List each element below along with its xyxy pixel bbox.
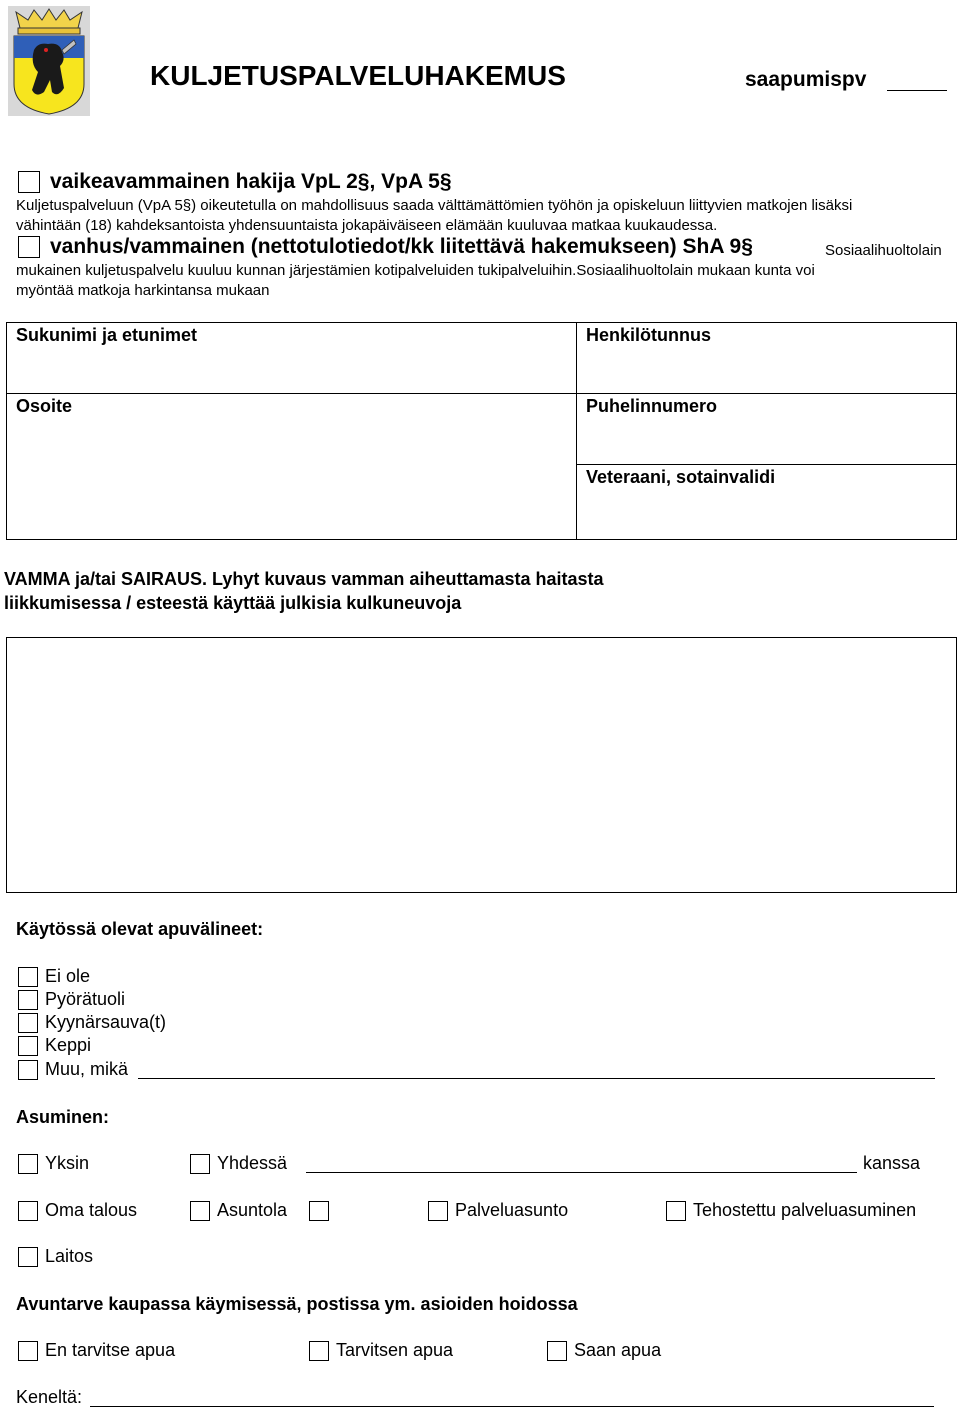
living-together-label: Yhdessä: [217, 1153, 288, 1173]
severely-disabled-text-1: Kuljetuspalveluun (VpA 5§) oikeutetulla on mahdollisuus saada välttämättömien työhön ja opiskeluun liittyvien matkojen lisäksi: [16, 197, 853, 214]
phone-field[interactable]: Puhelinnumero: [586, 396, 718, 416]
institution-checkbox[interactable]: [18, 1247, 38, 1267]
aid-cane-checkbox[interactable]: [18, 1036, 38, 1056]
table-divider-row-2: [576, 464, 957, 465]
ssn-field[interactable]: Henkilötunnus: [586, 325, 711, 345]
aid-cane-label: Keppi: [45, 1035, 92, 1055]
elderly-disabled-heading-tail: Sosiaalihuoltolain: [825, 242, 942, 259]
institution-label: Laitos: [45, 1246, 94, 1266]
get-help-checkbox[interactable]: [547, 1341, 567, 1361]
condition-description-box[interactable]: [6, 637, 957, 893]
living-alone-checkbox[interactable]: [18, 1154, 38, 1174]
severely-disabled-heading: vaikeavammainen hakija VpL 2§, VpA 5§: [50, 170, 452, 193]
page-title: KULJETUSPALVELUHAKEMUS: [150, 60, 566, 91]
aid-other-label: Muu, mikä: [45, 1059, 129, 1079]
municipality-coat-of-arms: [8, 6, 90, 116]
own-household-checkbox[interactable]: [18, 1201, 38, 1221]
aids-heading: Käytössä olevat apuvälineet:: [16, 919, 264, 939]
aid-crutches-checkbox[interactable]: [18, 1013, 38, 1033]
personal-info-table: [6, 322, 957, 540]
dormitory-label: Asuntola: [217, 1200, 288, 1220]
address-field[interactable]: Osoite: [16, 396, 73, 416]
no-help-label: En tarvitse apua: [45, 1340, 176, 1360]
intensive-service-housing-checkbox[interactable]: [666, 1201, 686, 1221]
blank-option-checkbox[interactable]: [309, 1201, 329, 1221]
assistance-heading: Avuntarve kaupassa käymisessä, postissa ym. asioiden hoidossa: [16, 1294, 578, 1314]
help-from-label: Keneltä:: [16, 1387, 83, 1407]
table-divider-vertical: [576, 322, 577, 540]
need-help-checkbox[interactable]: [309, 1341, 329, 1361]
aid-crutches-label: Kyynärsauva(t): [45, 1012, 167, 1032]
aid-none-checkbox[interactable]: [18, 967, 38, 987]
elderly-disabled-heading: vanhus/vammainen (nettotulotiedot/kk liitettävä hakemukseen) ShA 9§: [50, 235, 753, 258]
elderly-disabled-text-2: myöntää matkoja harkintansa mukaan: [16, 282, 270, 299]
service-housing-label: Palveluasunto: [455, 1200, 569, 1220]
name-field[interactable]: Sukunimi ja etunimet: [16, 325, 198, 345]
aid-other-checkbox[interactable]: [18, 1060, 38, 1080]
living-together-suffix: kanssa: [863, 1153, 921, 1173]
severely-disabled-checkbox[interactable]: [18, 171, 40, 193]
living-together-with-field[interactable]: [306, 1172, 857, 1173]
get-help-label: Saan apua: [574, 1340, 662, 1360]
living-together-checkbox[interactable]: [190, 1154, 210, 1174]
aid-wheelchair-label: Pyörätuoli: [45, 989, 126, 1009]
arrival-date-field[interactable]: [887, 90, 947, 91]
intensive-service-housing-label: Tehostettu palveluasuminen: [693, 1200, 917, 1220]
living-heading: Asuminen:: [16, 1107, 110, 1127]
elderly-disabled-checkbox[interactable]: [18, 236, 40, 258]
veteran-field[interactable]: Veteraani, sotainvalidi: [586, 467, 776, 487]
need-help-label: Tarvitsen apua: [336, 1340, 454, 1360]
elderly-disabled-text-1: mukainen kuljetuspalvelu kuuluu kunnan järjestämien kotipalveluiden tukipalveluihin.Sosiaalihuoltolain mukaan kunta voi: [16, 262, 815, 279]
condition-heading-2: liikkumisessa / esteestä käyttää julkisia kulkuneuvoja: [4, 593, 462, 613]
table-divider-row-1: [6, 393, 957, 394]
arrival-date-label: saapumispv: [745, 68, 867, 91]
severely-disabled-text-2: vähintään (18) kahdeksantoista yhdensuuntaista jokapäiväiseen elämään kuuluvaa matkaa kuukaudessa.: [16, 217, 718, 234]
service-housing-checkbox[interactable]: [428, 1201, 448, 1221]
no-help-checkbox[interactable]: [18, 1341, 38, 1361]
aid-wheelchair-checkbox[interactable]: [18, 990, 38, 1010]
living-alone-label: Yksin: [45, 1153, 90, 1173]
dormitory-checkbox[interactable]: [190, 1201, 210, 1221]
own-household-label: Oma talous: [45, 1200, 138, 1220]
aid-none-label: Ei ole: [45, 966, 91, 986]
help-from-field[interactable]: [90, 1406, 934, 1407]
condition-heading-1: VAMMA ja/tai SAIRAUS. Lyhyt kuvaus vamman aiheuttamasta haitasta: [4, 569, 604, 589]
aid-other-field[interactable]: [138, 1078, 935, 1079]
